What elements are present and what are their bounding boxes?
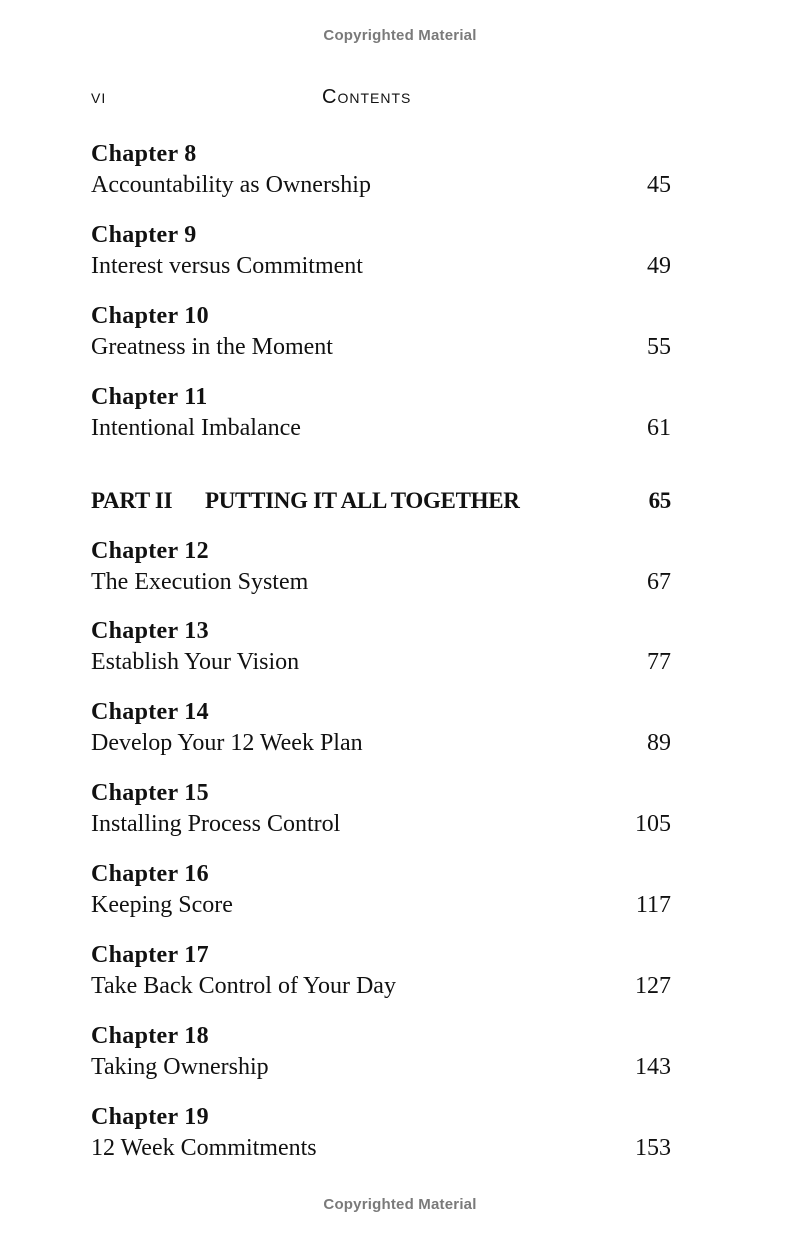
chapter-label: Chapter 12 xyxy=(91,538,209,564)
toc-entry[interactable] xyxy=(91,697,671,759)
chapter-page-number: 153 xyxy=(635,1135,671,1161)
toc-entry[interactable] xyxy=(91,778,671,840)
part-heading[interactable] xyxy=(91,486,671,516)
chapter-page-number: 77 xyxy=(647,649,671,675)
chapter-label: Chapter 17 xyxy=(91,942,209,968)
chapter-title: Interest versus Commitment xyxy=(91,253,363,279)
chapter-label: Chapter 19 xyxy=(91,1104,209,1130)
chapter-line xyxy=(91,1132,671,1164)
chapter-page-number: 89 xyxy=(647,730,671,756)
toc-entry[interactable] xyxy=(91,1021,671,1083)
chapter-label: Chapter 18 xyxy=(91,1023,209,1049)
chapter-page-number: 117 xyxy=(635,892,671,918)
chapter-line xyxy=(91,1051,671,1083)
chapter-label: Chapter 11 xyxy=(91,384,208,410)
toc-entry[interactable] xyxy=(91,859,671,921)
chapter-line xyxy=(91,250,671,282)
toc-entry[interactable] xyxy=(91,536,671,598)
chapter-line xyxy=(91,566,671,598)
toc-entry[interactable] xyxy=(91,382,671,444)
part-label: PART II xyxy=(91,488,173,513)
chapter-title: Keeping Score xyxy=(91,892,233,918)
chapter-line xyxy=(91,889,671,921)
toc-entry[interactable] xyxy=(91,616,671,678)
chapter-title: Installing Process Control xyxy=(91,811,341,837)
chapter-label: Chapter 15 xyxy=(91,780,209,806)
page-number: vi xyxy=(91,86,107,108)
toc-entry[interactable] xyxy=(91,220,671,282)
chapter-title: Intentional Imbalance xyxy=(91,415,301,441)
chapter-line xyxy=(91,169,671,201)
chapter-label: Chapter 9 xyxy=(91,222,197,248)
chapter-label: Chapter 13 xyxy=(91,618,209,644)
chapter-line xyxy=(91,646,671,678)
chapter-label: Chapter 10 xyxy=(91,303,209,329)
chapter-title: Accountability as Ownership xyxy=(91,172,371,198)
chapter-title: Greatness in the Moment xyxy=(91,334,333,360)
chapter-page-number: 55 xyxy=(647,334,671,360)
chapter-title: Develop Your 12 Week Plan xyxy=(91,730,363,756)
toc-entry[interactable] xyxy=(91,940,671,1002)
chapter-title: Take Back Control of Your Day xyxy=(91,973,396,999)
part-title: PUTTING IT ALL TOGETHER xyxy=(205,488,520,513)
chapter-title: Establish Your Vision xyxy=(91,649,300,675)
copyright-notice-top: Copyrighted Material xyxy=(323,27,477,44)
chapter-title: The Execution System xyxy=(91,569,309,595)
toc-entry[interactable] xyxy=(91,1102,671,1164)
chapter-page-number: 45 xyxy=(647,172,671,198)
chapter-line xyxy=(91,970,671,1002)
chapter-line xyxy=(91,412,671,444)
chapter-title: Taking Ownership xyxy=(91,1054,269,1080)
running-head xyxy=(91,86,671,112)
chapter-line xyxy=(91,727,671,759)
toc-entry[interactable] xyxy=(91,301,671,363)
chapter-label: Chapter 8 xyxy=(91,141,197,167)
chapter-title: 12 Week Commitments xyxy=(91,1135,317,1161)
chapter-line xyxy=(91,331,671,363)
copyright-notice-bottom: Copyrighted Material xyxy=(323,1196,477,1213)
chapter-page-number: 67 xyxy=(647,569,671,595)
chapter-label: Chapter 14 xyxy=(91,699,209,725)
chapter-page-number: 49 xyxy=(647,253,671,279)
toc-entry[interactable] xyxy=(91,139,671,201)
chapter-page-number: 143 xyxy=(635,1054,671,1080)
chapter-page-number: 61 xyxy=(647,415,671,441)
chapter-page-number: 105 xyxy=(635,811,671,837)
chapter-page-number: 127 xyxy=(635,973,671,999)
chapter-line xyxy=(91,808,671,840)
chapter-label: Chapter 16 xyxy=(91,861,209,887)
part-page-number: 65 xyxy=(648,488,671,513)
page-title: Contents xyxy=(322,86,412,108)
